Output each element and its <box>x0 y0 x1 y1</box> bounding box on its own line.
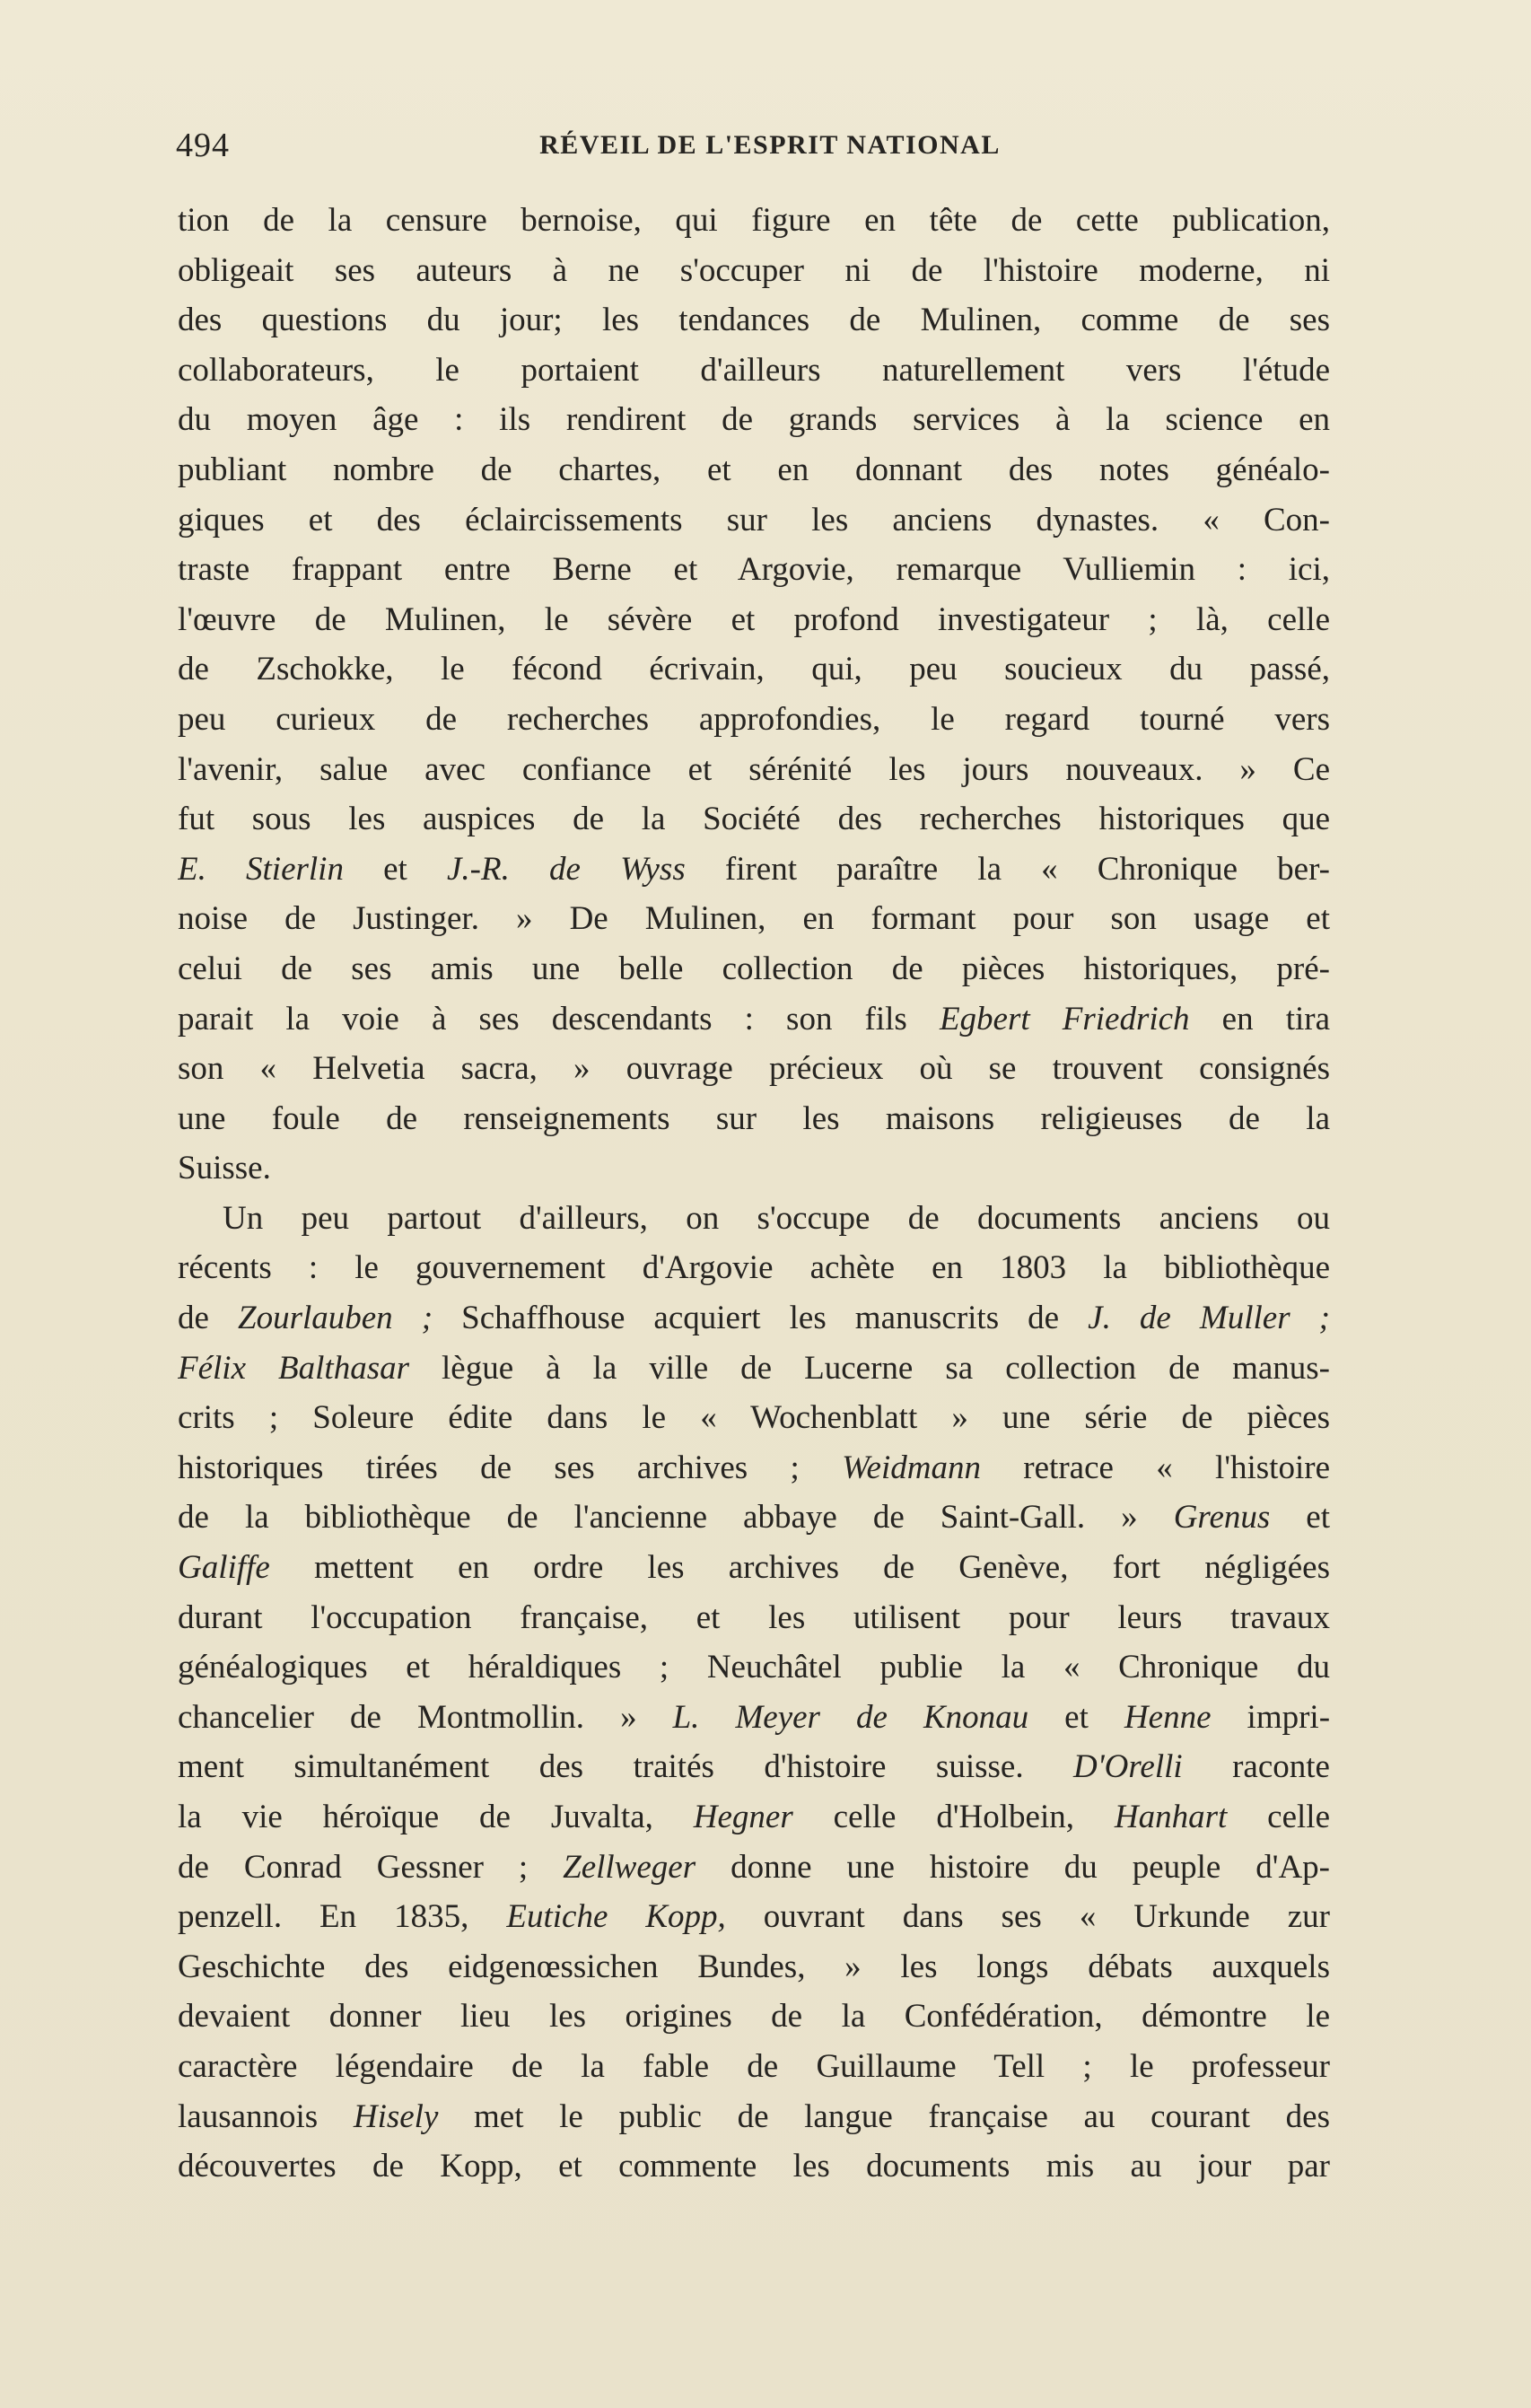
text-segment: l'avenir, salue avec confiance et sérénité les jours nouveaux. » Ce <box>178 750 1330 788</box>
running-title: RÉVEIL DE L'ESPRIT NATIONAL <box>539 130 1001 160</box>
text-segment: collaborateurs, le portaient d'ailleurs naturellement vers l'étude <box>178 351 1330 389</box>
text-line <box>178 944 1330 994</box>
text-line <box>178 1393 1330 1443</box>
text-segment: crits ; Soleure édite dans le « Wochenblatt » une série de pièces <box>178 1399 1330 1437</box>
text-line <box>178 1243 1330 1293</box>
italic-name: Hisely <box>353 2097 439 2135</box>
text-line <box>178 1094 1330 1144</box>
text-segment: de Conrad Gessner ; <box>178 1848 564 1886</box>
text-segment: et <box>343 850 447 888</box>
text-line <box>178 395 1330 445</box>
italic-name: L. Meyer de Knonau <box>672 1698 1029 1736</box>
text-segment: giques et des éclaircissements sur les anciens dynastes. « Con- <box>178 501 1330 539</box>
text-line <box>178 196 1330 246</box>
page-number: 494 <box>176 127 230 164</box>
text-line <box>178 246 1330 296</box>
text-segment: noise de Justinger. » De Mulinen, en formant pour son usage et <box>178 900 1330 938</box>
text-segment: firent paraître la « Chronique ber- <box>685 850 1330 888</box>
text-line <box>178 295 1330 346</box>
italic-name: Weidmann <box>842 1449 981 1486</box>
text-segment: met le public de langue française au courant des <box>438 2097 1330 2135</box>
page-header <box>176 124 1328 167</box>
italic-name: J. de Muller ; <box>1088 1300 1330 1337</box>
text-line <box>178 1742 1330 1792</box>
italic-name: D'Orelli <box>1073 1748 1183 1786</box>
text-line <box>178 445 1330 495</box>
text-segment: parait la voie à ses descendants : son fils <box>178 1000 940 1038</box>
text-line <box>178 1493 1330 1543</box>
text-segment: lègue à la ville de Lucerne sa collection de manus- <box>409 1349 1330 1387</box>
text-line <box>178 2141 1330 2192</box>
text-segment: de Zschokke, le fécond écrivain, qui, peu soucieux du passé, <box>178 651 1330 688</box>
text-segment: penzell. En 1835, <box>178 1898 507 1936</box>
text-line <box>178 1543 1330 1593</box>
italic-name: J.-R. de Wyss <box>446 850 686 888</box>
text-line <box>178 1642 1330 1693</box>
body-text <box>178 196 1330 2192</box>
text-segment: tion de la censure bernoise, qui figure en tête de cette publication, <box>178 202 1330 239</box>
text-segment: généalogiques et héraldiques ; Neuchâtel publie la « Chronique du <box>178 1649 1330 1686</box>
italic-name: Egbert Friedrich <box>939 1000 1190 1038</box>
text-line <box>178 495 1330 546</box>
text-segment: découvertes de Kopp, et commente les documents mis au jour par <box>178 2148 1330 2185</box>
text-segment: du moyen âge : ils rendirent de grands services à la science en <box>178 401 1330 439</box>
text-line <box>178 1792 1330 1843</box>
text-line <box>178 1293 1330 1344</box>
text-segment: et <box>1028 1698 1124 1736</box>
text-segment: fut sous les auspices de la Société des recherches historiques que <box>178 801 1330 838</box>
text-line <box>178 346 1330 396</box>
text-segment: ouvrant dans ses « Urkunde zur <box>725 1898 1330 1936</box>
text-line <box>178 1593 1330 1643</box>
text-line <box>178 745 1330 795</box>
italic-name: Grenus <box>1173 1499 1271 1537</box>
text-segment: retrace « l'histoire <box>980 1449 1330 1486</box>
text-segment: des questions du jour; les tendances de Mulinen, comme de ses <box>178 302 1330 339</box>
text-line <box>178 1843 1330 1893</box>
text-line <box>178 1942 1330 1992</box>
text-segment: une foule de renseignements sur les maisons religieuses de la <box>178 1099 1330 1137</box>
text-segment: donne une histoire du peuple d'Ap- <box>696 1848 1330 1886</box>
text-line <box>178 894 1330 944</box>
text-segment: celle d'Holbein, <box>792 1799 1115 1835</box>
text-line <box>178 845 1330 895</box>
text-segment: historiques tirées de ses archives ; <box>178 1449 843 1486</box>
italic-name: Hegner <box>693 1799 793 1835</box>
text-segment: celui de ses amis une belle collection de pièces historiques, pré- <box>178 950 1330 987</box>
italic-name: Henne <box>1124 1698 1212 1736</box>
text-segment: devaient donner lieu les origines de la Confédération, démontre le <box>178 1998 1330 2036</box>
text-segment: de <box>178 1300 238 1337</box>
text-line <box>178 1892 1330 1942</box>
text-line <box>178 1443 1330 1493</box>
text-line <box>178 1143 1330 1194</box>
text-segment: Geschichte des eidgenœssichen Bundes, » les longs débats auxquels <box>178 1948 1330 1985</box>
text-line <box>178 1344 1330 1394</box>
text-segment: impri- <box>1211 1698 1330 1736</box>
text-line <box>178 595 1330 645</box>
text-segment: en tira <box>1189 1000 1330 1038</box>
text-line <box>178 1992 1330 2042</box>
text-line <box>178 1044 1330 1094</box>
italic-name: E. Stierlin <box>178 850 344 888</box>
text-segment: lausannois <box>178 2097 354 2135</box>
text-segment: traste frappant entre Berne et Argovie, remarque Vulliemin : ici, <box>178 551 1330 589</box>
text-segment: ment simultanément des traités d'histoire suisse. <box>178 1748 1074 1786</box>
text-segment: peu curieux de recherches approfondies, le regard tourné vers <box>178 700 1330 738</box>
text-segment: caractère légendaire de la fable de Guillaume Tell ; le professeur <box>178 2047 1330 2085</box>
text-line <box>178 794 1330 845</box>
italic-name: Eutiche Kopp, <box>506 1898 726 1936</box>
text-line <box>178 1194 1330 1244</box>
text-segment: obligeait ses auteurs à ne s'occuper ni de l'histoire moderne, ni <box>178 251 1330 289</box>
text-line <box>178 994 1330 1045</box>
text-line <box>178 2092 1330 2142</box>
text-segment: mettent en ordre les archives de Genève, fort négligées <box>269 1549 1330 1587</box>
text-segment: durant l'occupation française, et les utilisent pour leurs travaux <box>178 1598 1330 1636</box>
text-segment: son « Helvetia sacra, » ouvrage précieux où se trouvent consignés <box>178 1050 1330 1088</box>
text-line <box>178 545 1330 595</box>
text-segment: Suisse. <box>178 1150 271 1187</box>
text-line <box>178 644 1330 695</box>
text-line <box>178 1693 1330 1743</box>
text-segment: raconte <box>1182 1748 1330 1786</box>
text-line <box>178 695 1330 745</box>
italic-name: Zourlauben ; <box>238 1300 433 1337</box>
text-segment: chancelier de Montmollin. » <box>178 1698 673 1736</box>
text-segment: de la bibliothèque de l'ancienne abbaye de Saint-Gall. » <box>178 1499 1174 1537</box>
text-segment: l'œuvre de Mulinen, le sévère et profond investigateur ; là, celle <box>178 600 1330 638</box>
text-segment: Schaffhouse acquiert les manuscrits de <box>433 1300 1089 1337</box>
text-segment: Un peu partout d'ailleurs, on s'occupe de documents anciens ou <box>223 1199 1330 1237</box>
text-segment: et <box>1270 1499 1330 1537</box>
italic-name: Hanhart <box>1114 1799 1228 1835</box>
text-line <box>178 2042 1330 2092</box>
text-segment: celle <box>1227 1799 1330 1835</box>
text-segment: publiant nombre de chartes, et en donnant des notes généalo- <box>178 451 1330 488</box>
italic-name: Félix Balthasar <box>178 1349 409 1387</box>
italic-name: Galiffe <box>178 1549 270 1587</box>
italic-name: Zellweger <box>563 1848 696 1886</box>
text-segment: récents : le gouvernement d'Argovie achète en 1803 la bibliothèque <box>178 1249 1330 1287</box>
text-segment: la vie héroïque de Juvalta, <box>178 1799 694 1835</box>
